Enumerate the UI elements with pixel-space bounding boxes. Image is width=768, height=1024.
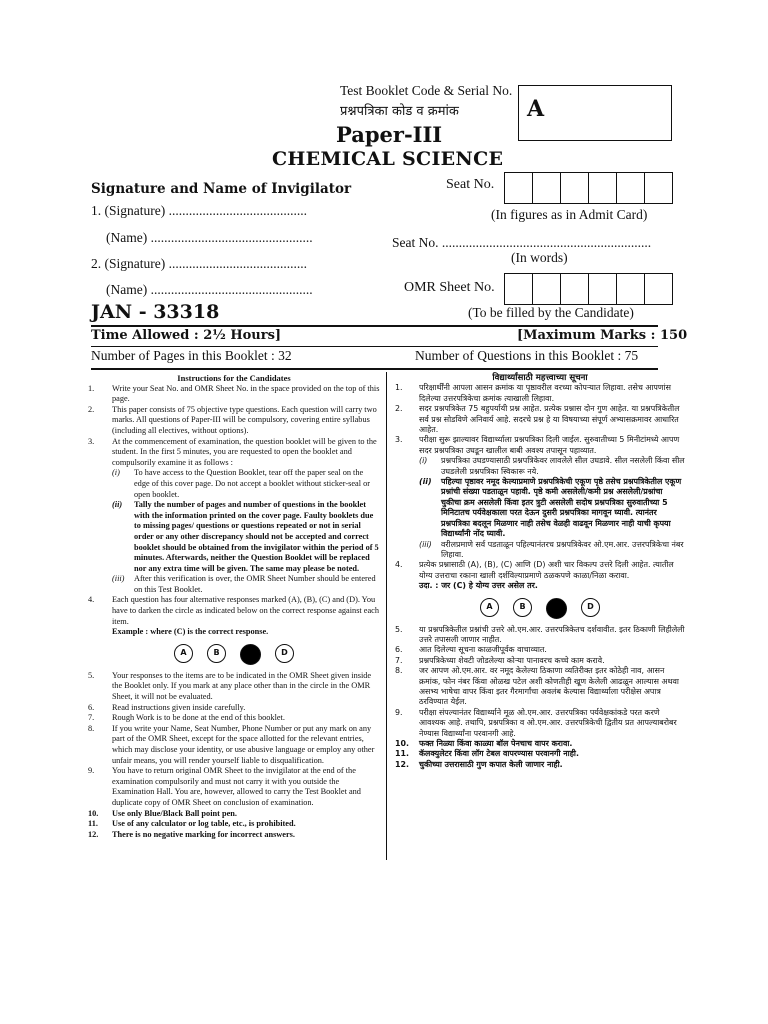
english-subitem-ii	[112, 500, 380, 574]
seat-figures-note: (In figures as in Admit Card)	[491, 207, 648, 222]
english-item-number: 7.	[88, 713, 95, 723]
english-subitem-label: (iii)	[112, 574, 125, 584]
bubble-d: D	[581, 598, 600, 617]
booklet-code-label-marathi: प्रश्नपत्रिका कोड व क्रमांक	[340, 104, 459, 119]
marathi-item-text: परीक्षा संपल्यानंतर विद्यार्थ्याने मूळ ओ.एम.आर. उत्तरपत्रिका पर्यवेक्षकांकडे परत करणे आवश्यक आहे. तथापि, प्रश्नपत्रिका व ओ.एम.आर. उत्तरपत्रिकेची द्वितीय प्रत आपल्याबरोबर नेण्यास विद्यार्थ्यांना परवानगी आहे.	[419, 707, 677, 738]
marathi-item-5	[395, 625, 685, 646]
marathi-item-3	[395, 435, 685, 456]
marathi-subitem-i	[419, 456, 685, 477]
seat-words-note: (In words)	[511, 250, 568, 265]
english-item-12	[88, 830, 380, 841]
marathi-item-text: आत दिलेल्या सूचना काळजीपूर्वक वाचाव्यात.	[419, 645, 547, 655]
marathi-item-text: परिक्षार्थींनी आपला आसन क्रमांक या पृष्ठावरील वरच्या कोपऱ्यात लिहावा. तसेच आपणांस दिलेल्या उत्तरपत्रिकेचा क्रमांक त्याखाली लिहावा.	[419, 383, 671, 403]
marathi-item-text: परीक्षा सुरू झाल्यावर विद्यार्थ्याला प्रश्नपत्रिका दिली जाईल. सुरुवातीच्या 5 मिनीटांमध्ये आपण सदर प्रश्नपत्रिका उघडून खालील बाबी अवश्य तपासून पहाव्यात.	[419, 435, 680, 455]
bubble-a: A	[480, 598, 499, 617]
divider-top	[91, 325, 658, 327]
marathi-item-6	[395, 645, 685, 655]
english-item-number: 9.	[88, 766, 95, 776]
english-item-4: 4. Each question has four alternative responses marked (A), (B), (C) and (D). You have to darken the circle as indicated below on the correct response against each item.	[88, 595, 379, 626]
english-item-number: 11.	[88, 819, 98, 829]
marathi-item-11	[395, 749, 685, 759]
column-divider	[386, 372, 387, 860]
english-item-number: 12.	[88, 829, 99, 839]
english-subitem-iii	[112, 574, 380, 595]
marathi-instructions	[395, 373, 685, 770]
signature-2-field[interactable]: 2. (Signature) .........................................	[91, 256, 307, 271]
marathi-item-number: 10.	[395, 739, 409, 748]
english-item-8	[88, 724, 380, 766]
marathi-item-number: 7.	[395, 655, 403, 665]
marathi-item-text: जर आपण ओ.एम.आर. वर नमूद केलेल्या ठिकाणा व्यतिरीक्त इतर कोठेही नाव, आसन क्रमांक, फोन नंबर किंवा ओळख पटेल अशी कोणतीही खूण केलेली आढळून आल्यास अथवा असभ्य भाषेचा वापर किंवा इतर गैरमार्गांचा अवलंब केल्यास विद्यार्थ्याला परीक्षेस अपात्र ठरविण्यात येईल.	[419, 666, 679, 707]
marathi-item-number: 8.	[395, 666, 403, 676]
marathi-item-4: 4. प्रत्येक प्रश्नासाठी (A), (B), (C) आणि (D) अशी चार विकल्प उत्तरे दिली आहेत. त्यातील योग्य उत्तराचा रकाना खाली दर्शविल्याप्रमाणे ठळकपणे काळा/निळा करावा.	[395, 560, 685, 581]
marathi-example-text: उदा. : जर (C) हे योग्य उत्तर असेल तर.	[419, 581, 538, 591]
marathi-answer-bubbles	[395, 598, 685, 619]
marathi-item-number: 1.	[395, 383, 403, 393]
bubble-c-filled	[240, 644, 261, 665]
english-item-number: 8.	[88, 723, 95, 733]
booklet-code-label: Test Booklet Code & Serial No.	[340, 83, 513, 98]
english-item-11	[88, 819, 380, 830]
marathi-subitem-text: पहिल्या पृष्ठावर नमूद केल्याप्रमाणे प्रश्नपत्रिकेची एकूण पृष्ठे तसेच प्रश्नपत्रिकेतील एकूण प्रश्नांची संख्या पडताळून पहावी. पृष्ठे कमी असलेली/कमी प्रश्न असलेली/प्रश्नांचा चुकीचा क्रम असलेली किंवा इतर त्रुटी असलेली सदोष प्रश्नपत्रिका सुरुवातीच्या 5 मिनिटातच पर्यवेक्षकाला परत देऊन दुसरी प्रश्नपत्रिका मागवून घ्यावी. त्यानंतर प्रश्नपत्रिका बदलून मिळणार नाही तसेच वेळही वाढवून मिळणार नाही याची कृपया विद्यार्थ्यांनी नोंद घ्यावी.	[441, 477, 682, 539]
english-item-4-text: Each question has four alternative responses marked (A), (B), (C) and (D). You have to darken the circle as indicated below on the correct response against each item.	[112, 595, 379, 626]
marathi-item-text: कॅलक्युलेटर किंवा लॉग टेबल वापरण्यास परवानगी नाही.	[419, 749, 579, 759]
bubble-c-filled	[546, 598, 567, 619]
marathi-item-text: चुकीच्या उत्तरासाठी गुण कपात केली जाणार नाही.	[419, 759, 563, 769]
english-item-text: Use only Blue/Black Ball point pen.	[112, 808, 237, 818]
marathi-subitem-label: (i)	[419, 456, 428, 466]
paper-title: Paper-III	[336, 122, 443, 147]
marathi-subitem-ii	[419, 477, 685, 539]
name-2-field[interactable]: (Name) ................................................	[106, 282, 313, 297]
seat-label: Seat No.	[446, 177, 495, 192]
subject-title: CHEMICAL SCIENCE	[272, 148, 504, 170]
exam-code: JAN - 33318	[91, 301, 220, 323]
divider-middle	[91, 346, 658, 347]
english-subitem-label: (i)	[112, 468, 120, 478]
marathi-item-number: 2.	[395, 404, 403, 414]
english-example	[88, 627, 380, 638]
english-instructions	[88, 373, 380, 840]
english-item-number: 3.	[88, 436, 95, 446]
booklet-code-value: A	[527, 96, 545, 122]
english-example-text: Example : where (C) is the correct response.	[112, 627, 269, 637]
english-item-10	[88, 809, 380, 820]
maximum-marks: [Maximum Marks : 150	[517, 328, 688, 343]
omr-note: (To be filled by the Candidate)	[468, 305, 634, 320]
english-instructions-title: Instructions for the Candidates	[177, 373, 291, 383]
marathi-example	[395, 581, 685, 591]
marathi-item-number: 12.	[395, 759, 409, 769]
english-item-2	[88, 405, 380, 437]
bubble-d: D	[275, 644, 294, 663]
marathi-item-9	[395, 708, 685, 739]
marathi-item-10	[395, 739, 685, 749]
marathi-item-7	[395, 656, 685, 666]
english-item-text: At the commencement of examination, the question booklet will be given to the student. In the first 5 minutes, you are requested to open the booklet and compulsorily examine it as follows :	[112, 436, 377, 467]
marathi-item-1	[395, 383, 685, 404]
time-allowed: Time Allowed : 2½ Hours]	[91, 328, 282, 343]
english-subitem-text: To have access to the Question Booklet, tear off the paper seal on the edge of this cover page. Do not accept a booklet without sticker-seal or open booklet.	[134, 468, 370, 499]
marathi-item-2	[395, 404, 685, 435]
marathi-item-number: 5.	[395, 624, 403, 634]
marathi-subitem-text: प्रश्नपत्रिका उघडण्यासाठी प्रश्नपत्रिकेवर लावलेले सील उघडावे. सील नसलेली किंवा सील उघडलेली प्रश्नपत्रिका स्विकारू नये.	[441, 456, 685, 476]
bubble-a: A	[174, 644, 193, 663]
invigilator-heading: Signature and Name of Invigilator	[91, 181, 352, 197]
marathi-subitem-iii	[419, 540, 685, 561]
marathi-subitem-text: वरीलप्रमाणे सर्व पडताळून पहिल्यानंतरच प्रश्नपत्रिकेवर ओ.एम.आर. उत्तरपत्रिकेचा नंबर लिहावा.	[441, 539, 684, 559]
english-item-text: There is no negative marking for incorrect answers.	[112, 829, 295, 839]
seat-number-boxes[interactable]	[504, 172, 673, 204]
english-answer-bubbles	[88, 644, 380, 665]
bubble-b: B	[207, 644, 226, 663]
booklet-code-box[interactable]	[518, 85, 672, 141]
marathi-item-text: या प्रश्नपत्रिकेतील प्रश्नांची उत्तरे ओ.एम.आर. उत्तरपत्रिकेतच दर्शवावीत. इतर ठिकाणी लिहीलेली उत्तरे तपासली जाणार नाहीत.	[419, 624, 685, 644]
english-item-number: 5.	[88, 670, 95, 680]
signature-1-field[interactable]: 1. (Signature) .........................................	[91, 203, 307, 218]
english-subitem-text: Tally the number of pages and number of questions in the booklet with the information printed on the cover page. Faulty booklets due to missing pages/ questions or questions repeated or not in serial order or any other discrepancy should not be accepted and correct booklet should be obtained from the invigilator within the period of 5 minutes. Afterwards, neither the Question Booklet will be replaced nor any extra time will be given. The same may please be noted.	[134, 500, 379, 573]
marathi-subitem-label: (iii)	[419, 539, 432, 549]
english-item-text: This paper consists of 75 objective type questions. Each question will carry two marks. All questions of Paper-III will be compulsory, covering entire syllabus (including all electives, without options).	[112, 404, 377, 435]
english-item-1	[88, 384, 380, 405]
marathi-item-4-text: प्रत्येक प्रश्नासाठी (A), (B), (C) आणि (D) अशी चार विकल्प उत्तरे दिली आहेत. त्यातील योग्य उत्तराचा रकाना खाली दर्शविल्याप्रमाणे ठळकपणे काळा/निळा करावा.	[419, 560, 674, 580]
english-item-text: You have to return original OMR Sheet to the invigilator at the end of the examination compulsorily and must not carry it with you outside the Examination Hall. You are, however, allowed to carry the Test Booklet and duplicate copy of OMR Sheet on conclusion of examination.	[112, 766, 361, 807]
english-item-9	[88, 766, 380, 808]
questions-count: Number of Questions in this Booklet : 75	[415, 348, 639, 363]
marathi-item-number: 11.	[395, 749, 409, 759]
english-item-text: Read instructions given inside carefully.	[112, 702, 246, 712]
pages-count: Number of Pages in this Booklet : 32	[91, 348, 292, 363]
bubble-b: B	[513, 598, 532, 617]
english-subitem-label: (ii)	[112, 500, 123, 510]
marathi-item-8	[395, 666, 685, 708]
marathi-item-number: 9.	[395, 707, 403, 717]
marathi-item-text: प्रश्नपत्रिकेच्या शेवटी जोडलेल्या कोऱ्या पानावरच कच्चे काम करावे.	[419, 655, 605, 665]
omr-label: OMR Sheet No.	[404, 280, 495, 295]
marathi-instructions-title: विद्यार्थ्यांसाठी महत्त्वाच्या सूचना	[492, 373, 588, 383]
english-item-number: 6.	[88, 702, 95, 712]
seat-words-field[interactable]: Seat No. ..............................................................	[392, 235, 652, 250]
marathi-item-text: फक्त निळ्या किंवा काळ्या बॉल पेनचाच वापर करावा.	[419, 739, 573, 748]
marathi-item-number: 3.	[395, 435, 403, 445]
english-item-number: 1.	[88, 383, 95, 393]
marathi-subitem-label: (ii)	[419, 477, 432, 487]
english-item-5	[88, 671, 380, 703]
english-subitem-text: After this verification is over, the OMR Sheet Number should be entered on this Test Booklet.	[134, 574, 376, 594]
english-item-number: 2.	[88, 404, 95, 414]
english-item-3	[88, 437, 380, 469]
english-item-text: Rough Work is to be done at the end of this booklet.	[112, 713, 285, 723]
english-item-7	[88, 713, 380, 724]
divider-bottom	[91, 368, 658, 370]
english-subitem-i	[112, 468, 380, 500]
marathi-item-text: सदर प्रश्नपत्रिकेत 75 बहुपर्यायी प्रश्न आहेत. प्रत्येक प्रश्नास दोन गुण आहेत. या प्रश्नपत्रिकेतील सर्व प्रश्न सोडविणे अनिवार्य आहे. सदरचे प्रश्न हे या विषयाच्या संपूर्ण अभ्यासक्रमावर आधारित आहेत.	[419, 404, 680, 435]
english-item-text: Use of any calculator or log table, etc., is prohibited.	[112, 819, 296, 829]
english-item-text: If you write your Name, Seat Number, Phone Number or put any mark on any part of the OMR Sheet, except for the space allotted for the relevant entries, which may disclose your identity, or use abusive language or employ any other unfair means, you will render yourself liable to disqualification.	[112, 723, 375, 765]
english-item-text: Your responses to the items are to be indicated in the OMR Sheet given inside the Booklet only. If you mark at any place other than in the circle in the OMR Sheet, it will not be evaluated.	[112, 670, 372, 702]
omr-number-boxes[interactable]	[504, 273, 673, 305]
marathi-item-12	[395, 760, 685, 770]
name-1-field[interactable]: (Name) ................................................	[106, 230, 313, 245]
english-item-number: 10.	[88, 808, 99, 818]
english-item-text: Write your Seat No. and OMR Sheet No. in the space provided on the top of this page.	[112, 383, 380, 404]
marathi-item-number: 6.	[395, 645, 403, 655]
english-item-6	[88, 703, 380, 714]
